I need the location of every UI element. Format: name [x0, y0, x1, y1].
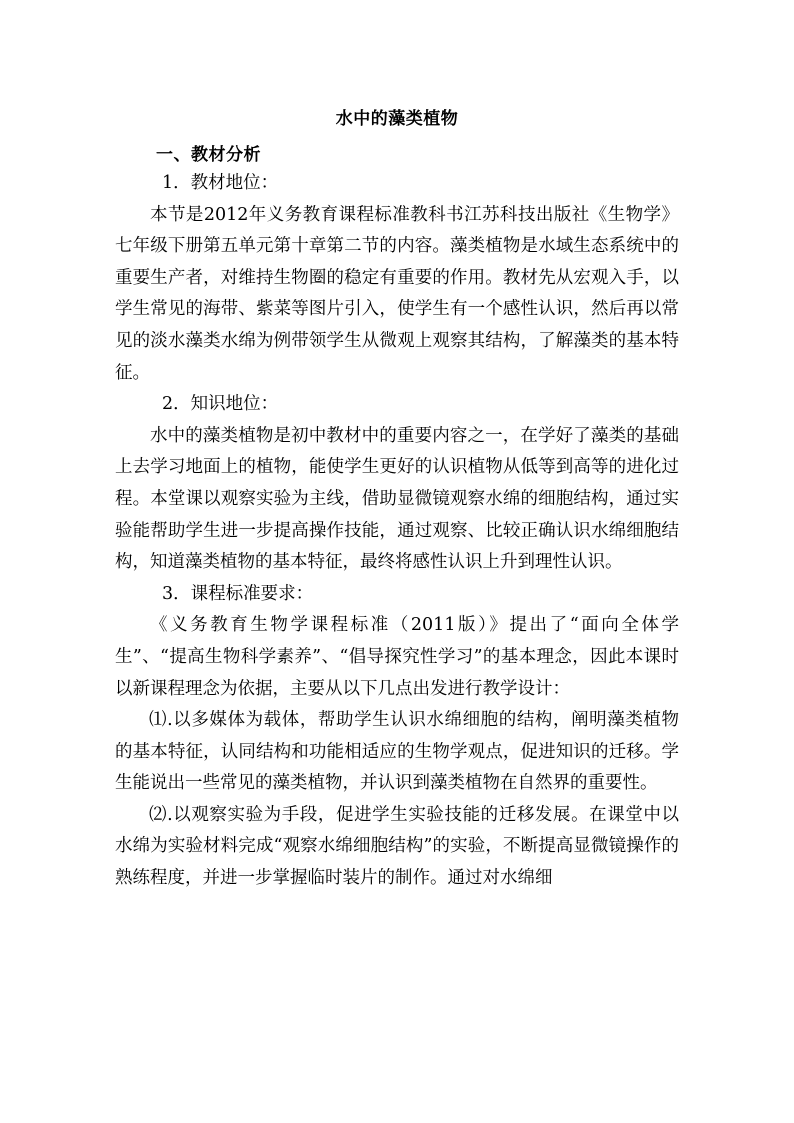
list-item-experiment: ⑵.以观察实验为手段，促进学生实验技能的迁移发展。在课堂中以水绵为实验材料完成“观察水绵细胞结构”的实验，不断提高显微镜操作的熟练程度，并进一步掌握临时装片的制作。通过对水绵细 [115, 804, 679, 889]
subheading-curriculum-standard: 3．课程标准要求： [162, 583, 314, 604]
list-item-multimedia: ⑴.以多媒体为载体，帮助学生认识水绵细胞的结构，阐明藻类植物的基本特征，认同结构和功能相适应的生物学观点，促进知识的迁移。学生能说出一些常见的藻类植物，并认识到藻类植物在自然界的重要性。 [115, 710, 679, 794]
paragraph-knowledge-position: 水中的藻类植物是初中教材中的重要内容之一，在学好了藻类的基础上去学习地面上的植物，能使学生更好的认识植物从低等到高等的进化过程。本堂课以观察实验为主线，借助显微镜观察水绵的细胞结构，通过实验能帮助学生进一步提高操作技能，通过观察、比较正确认识水绵细胞结构，知道藻类植物的基本特征，最终将感性认识上升到理性认识。 [115, 425, 679, 573]
subheading-knowledge-position: 2．知识地位： [162, 394, 279, 415]
paragraph-curriculum-standard: 《义务教育生物学课程标准（2011版）》提出了“面向全体学生”、“提高生物科学素养”、“倡导探究性学习”的基本理念，因此本课时以新课程理念为依据，主要从以下几点出发进行教学设计： [115, 615, 679, 699]
paragraph-textbook-position: 本节是2012年义务教育课程标准教科书江苏科技出版社《生物学》七年级下册第五单元第十章第二节的内容。藻类植物是水域生态系统中的重要生产者，对维持生物圈的稳定有重要的作用。教材先从宏观入手，以学生常见的海带、紫菜等图片引入，使学生有一个感性认识，然后再以常见的淡水藻类水绵为例带领学生从微观上观察其结构，了解藻类的基本特征。 [115, 204, 679, 383]
document-title: 水中的藻类植物 [335, 109, 459, 129]
document-body [115, 168, 679, 895]
subheading-textbook-position: 1．教材地位： [162, 173, 279, 193]
section-heading-textbook-analysis: 一、教材分析 [156, 145, 261, 165]
